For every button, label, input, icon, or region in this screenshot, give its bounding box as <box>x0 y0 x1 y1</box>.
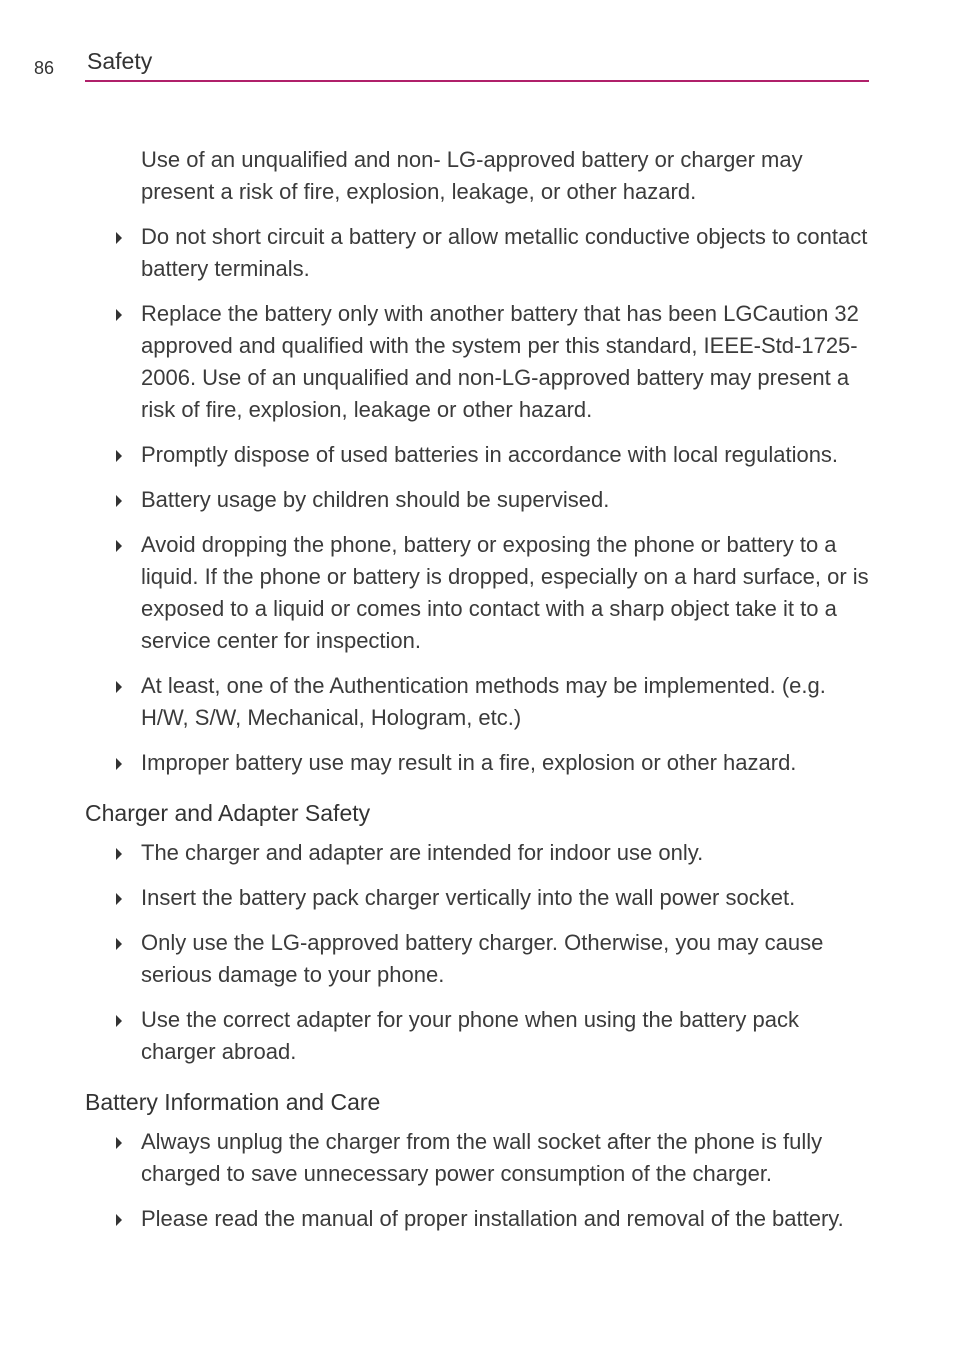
list-item <box>85 1126 875 1190</box>
list-item-text: Battery usage by children should be supervised. <box>141 487 610 512</box>
triangle-right-icon <box>116 1137 122 1149</box>
page-number: 86 <box>34 58 55 78</box>
list-item <box>85 670 875 734</box>
page-section-title: Safety <box>87 48 153 74</box>
list-item-text: Avoid dropping the phone, battery or exposing the phone or battery to a liquid. If the phone or battery is dropped, especially on a hard surface, or is exposed to a liquid or comes into contact with a sharp object take it to a service center for inspection. <box>141 532 869 653</box>
intro-paragraph: Use of an unqualified and non- LG-approved battery or charger may present a risk of fire, explosion, leakage, or other hazard. <box>141 147 803 204</box>
list-item <box>85 439 875 471</box>
triangle-right-icon <box>116 232 122 244</box>
list-item-text: Improper battery use may result in a fire, explosion or other hazard. <box>141 750 797 775</box>
list-item-text: Do not short circuit a battery or allow metallic conductive objects to contact battery terminals. <box>141 224 868 281</box>
triangle-right-icon <box>116 938 122 950</box>
list-item-text: Use the correct adapter for your phone when using the battery pack charger abroad. <box>141 1007 799 1064</box>
list-item <box>85 927 875 991</box>
triangle-right-icon <box>116 540 122 552</box>
list-item <box>85 484 875 516</box>
list-item-text: The charger and adapter are intended for indoor use only. <box>141 840 704 865</box>
list-item-text: Only use the LG-approved battery charger. Otherwise, you may cause serious damage to your phone. <box>141 930 824 987</box>
triangle-right-icon <box>116 893 122 905</box>
list-item-text: Always unplug the charger from the wall socket after the phone is fully charged to save unnecessary power consumption of the charger. <box>141 1129 823 1186</box>
triangle-right-icon <box>116 309 122 321</box>
list-item <box>85 298 875 426</box>
triangle-right-icon <box>116 848 122 860</box>
list-item <box>85 882 875 914</box>
list-item <box>85 837 875 869</box>
list-item <box>85 529 875 657</box>
list-item-text: Please read the manual of proper installation and removal of the battery. <box>141 1206 844 1231</box>
page-content <box>85 144 875 1248</box>
list-item <box>85 221 875 285</box>
triangle-right-icon <box>116 1214 122 1226</box>
list-item-text: Insert the battery pack charger vertically into the wall power socket. <box>141 885 796 910</box>
list-item-text: Replace the battery only with another battery that has been LGCaution 32 approved and qualified with the system per this standard, IEEE-Std-1725-2006. Use of an unqualified and non-LG-approved battery may present a risk of fire, explosion, leakage or other hazard. <box>141 301 859 422</box>
charger-safety-heading: Charger and Adapter Safety <box>85 800 371 826</box>
list-item <box>85 747 875 779</box>
header-divider <box>85 80 869 82</box>
list-item <box>85 1203 875 1235</box>
list-item-text: At least, one of the Authentication methods may be implemented. (e.g. H/W, S/W, Mechanical, Hologram, etc.) <box>141 673 826 730</box>
triangle-right-icon <box>116 495 122 507</box>
triangle-right-icon <box>116 450 122 462</box>
triangle-right-icon <box>116 681 122 693</box>
triangle-right-icon <box>116 758 122 770</box>
battery-care-heading: Battery Information and Care <box>85 1089 381 1115</box>
list-item <box>85 1004 875 1068</box>
list-item-text: Promptly dispose of used batteries in accordance with local regulations. <box>141 442 839 467</box>
triangle-right-icon <box>116 1015 122 1027</box>
